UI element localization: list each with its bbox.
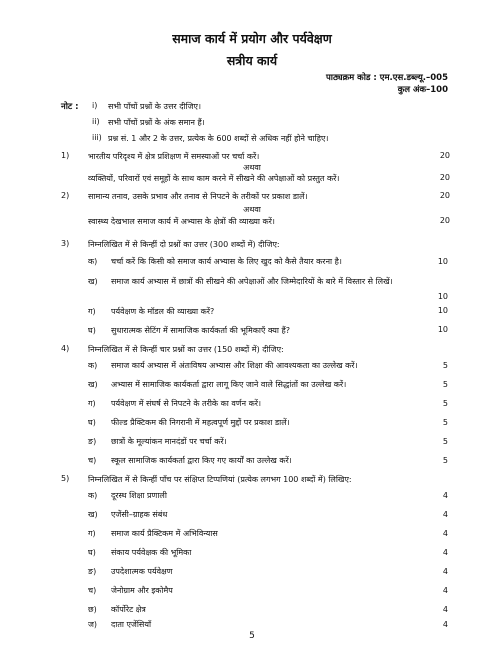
sub-question-marks: 4 xyxy=(442,529,448,538)
question-marks: 20 xyxy=(439,151,450,160)
sub-question-text: सुधारात्मक सेटिंग में सामाजिक कार्यकर्ता की भूमिकाएँ क्या हैं? xyxy=(111,326,291,335)
sub-question-text: दूरस्थ शिक्षा प्रणाली xyxy=(111,491,167,500)
sub-question-text: चर्चा करें कि किसी को समाज कार्य अभ्यास के लिए खुद को कैसे तैयार करना है। xyxy=(111,257,342,266)
sub-question-label: च) xyxy=(88,586,97,595)
note-item-text: सभी पाँचों प्रश्नों के अंक समान हैं। xyxy=(108,118,205,127)
question-text: भारतीय परिदृश्य में क्षेत्र प्रशिक्षण में समस्याओं पर चर्चा करें। xyxy=(88,152,260,161)
sub-question-marks: 4 xyxy=(442,605,448,614)
sub-question-label: ङ) xyxy=(88,567,97,576)
sub-question-marks: 10 xyxy=(437,306,448,315)
sub-question-text: समाज कार्य अभ्यास में छात्रों की सीखने की अपेक्षाओं और जिम्मेदारियों के बारे में विस्तार से लिखें। xyxy=(111,277,393,286)
question-number: 1) xyxy=(61,151,70,160)
total-marks: कुल अंक–100 xyxy=(397,85,448,95)
sub-question-label: ग) xyxy=(88,307,96,316)
sub-question-text: छात्रों के मूल्यांकन मानदंडों पर चर्चा करें। xyxy=(111,437,227,446)
page-number: 5 xyxy=(249,631,255,641)
sub-question-marks: 5 xyxy=(442,456,448,465)
sub-question-text: अभ्यास में सामाजिक कार्यकर्ता द्वारा लागू किए जाने वाले सिद्धांतों का उल्लेख करें। xyxy=(111,380,347,389)
sub-question-marks: 10 xyxy=(437,325,448,334)
note-item-num: ii) xyxy=(92,117,100,126)
note-item-text: प्रश्न सं. 1 और 2 के उत्तर, प्रत्येक के 600 शब्दों से अधिक नहीं होने चाहिए। xyxy=(108,134,329,143)
note-item-text: सभी पाँचों प्रश्नों के उत्तर दीजिए। xyxy=(108,102,201,111)
sub-question-label: घ) xyxy=(88,326,96,335)
note-item-num: iii) xyxy=(92,133,102,142)
or-divider: अथवा xyxy=(243,163,261,172)
sub-question-marks: 4 xyxy=(442,548,448,557)
sub-question-label: क) xyxy=(88,361,98,370)
sub-question-text: समाज कार्य प्रैक्टिकम में अभिविन्यास xyxy=(111,529,218,538)
sub-question-label: घ) xyxy=(88,418,96,427)
question-marks: 20 xyxy=(439,216,450,225)
sub-question-label: क) xyxy=(88,491,98,500)
sub-question-text: एजेंसी–ग्राहक संबंध xyxy=(111,510,168,519)
sub-question-text: समाज कार्य अभ्यास में अंतःविषय अभ्यास और शिक्षा की आवश्यकता का उल्लेख करें। xyxy=(111,361,358,370)
question-text: निम्नलिखित में से किन्हीं दो प्रश्नों का उत्तर (300 शब्दों में) दीजिए: xyxy=(88,240,280,249)
sub-question-marks: 5 xyxy=(442,399,448,408)
sub-question-marks: 4 xyxy=(442,567,448,576)
or-divider: अथवा xyxy=(243,205,261,214)
sub-question-marks: 4 xyxy=(442,510,448,519)
sub-question-label: घ) xyxy=(88,548,96,557)
sub-question-label: ज) xyxy=(88,620,98,629)
sub-question-text: दाता एजेंसियाँ xyxy=(111,620,152,629)
question-text: निम्नलिखित में से किन्हीं पाँच पर संक्षिप्त टिप्पणियां (प्रत्येक लगभग 100 शब्दों में) लिखिए: xyxy=(88,475,352,484)
sub-question-text: पर्यवेक्षण के मॉडल की व्याख्या करें? xyxy=(111,307,215,316)
sub-question-marks: 10 xyxy=(437,292,448,301)
sub-question-label: ख) xyxy=(88,380,98,389)
sub-question-label: छ) xyxy=(88,605,97,614)
question-alt-text: स्वास्थ्य देखभाल समाज कार्य में अभ्यास के क्षेत्रों की व्याख्या करें। xyxy=(88,217,275,226)
sub-question-marks: 5 xyxy=(442,361,448,370)
sub-question-marks: 4 xyxy=(442,491,448,500)
sub-question-marks: 5 xyxy=(442,380,448,389)
sub-question-label: क) xyxy=(88,257,98,266)
sub-question-label: ग) xyxy=(88,529,96,538)
question-text: सामान्य तनाव, उसके प्रभाव और तनाव से निपटने के तरीकों पर प्रकाश डालें। xyxy=(88,192,308,201)
question-number: 2) xyxy=(61,191,70,200)
sub-question-marks: 5 xyxy=(442,437,448,446)
page-subtitle: सत्रीय कार्य xyxy=(226,53,278,68)
sub-question-text: स्कूल सामाजिक कार्यकर्ता द्वारा किए गए कार्यों का उल्लेख करें। xyxy=(111,456,292,465)
question-marks: 20 xyxy=(439,173,450,182)
sub-question-label: ग) xyxy=(88,399,96,408)
sub-question-label: ङ) xyxy=(88,437,97,446)
page-title: समाज कार्य में प्रयोग और पर्यवेक्षण xyxy=(172,31,332,46)
sub-question-text: पर्यवेक्षण में संघर्ष से निपटने के तरीके का वर्णन करें। xyxy=(111,399,262,408)
question-marks: 20 xyxy=(439,191,450,200)
sub-question-text: फील्ड प्रैक्टिकम की निगरानी में महत्वपूर्ण मुद्दों पर प्रकाश डालें। xyxy=(111,418,290,427)
question-number: 3) xyxy=(61,239,70,248)
question-number: 4) xyxy=(61,344,70,353)
sub-question-text: उपदेशात्मक पर्यवेक्षण xyxy=(111,567,173,576)
sub-question-marks: 5 xyxy=(442,418,448,427)
sub-question-label: च) xyxy=(88,456,97,465)
sub-question-text: जेनोग्राम और इकोमैप xyxy=(111,586,173,595)
course-code: पाठ्यक्रम कोड : एम.एस.डब्ल्यू.–005 xyxy=(325,73,448,83)
sub-question-marks: 4 xyxy=(442,586,448,595)
sub-question-label: ख) xyxy=(88,510,98,519)
note-label: नोट : xyxy=(61,102,79,112)
question-alt-text: व्यक्तियों, परिवारों एवं समूहों के साथ काम करने में सीखने की अपेक्षाओं को प्रस्तुत करें। xyxy=(88,174,340,183)
question-number: 5) xyxy=(61,474,70,483)
sub-question-marks: 10 xyxy=(437,257,448,266)
sub-question-marks: 4 xyxy=(442,620,448,629)
note-item-num: i) xyxy=(92,101,98,110)
sub-question-label: ख) xyxy=(88,277,98,286)
sub-question-text: संकाय पर्यवेक्षक की भूमिका xyxy=(111,548,192,557)
sub-question-text: कॉर्पोरेट क्षेत्र xyxy=(111,605,146,614)
question-text: निम्नलिखित में से किन्हीं चार प्रश्नों का उत्तर (150 शब्दों में) दीजिए: xyxy=(88,345,284,354)
